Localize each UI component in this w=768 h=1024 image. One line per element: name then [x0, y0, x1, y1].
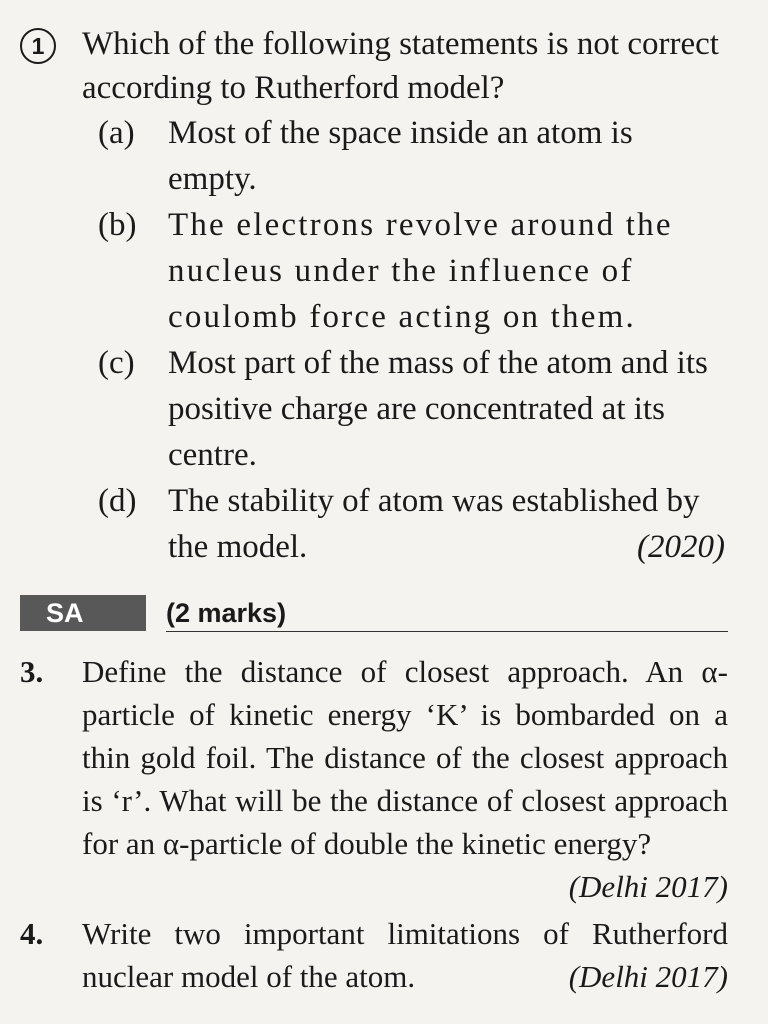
- option-c: [98, 340, 725, 478]
- circled-question-number: 1: [20, 28, 56, 64]
- question-1-text: Which of the following statements is not correct according to Rutherford model?: [82, 26, 719, 106]
- question-4-source: (Delhi 2017): [568, 959, 728, 994]
- option-a-text: Most of the space inside an atom is empty.: [168, 115, 633, 197]
- option-a-label: (a): [98, 115, 135, 151]
- question-3-source: (Delhi 2017): [568, 869, 728, 904]
- question-4: [20, 912, 728, 998]
- section-rule: [166, 631, 728, 632]
- question-1-header: [20, 22, 725, 110]
- question-4-number: 4.: [20, 916, 44, 951]
- question-4-text: Write two important limitations of Rutherford nuclear model of the atom.: [82, 916, 728, 994]
- option-b-label: (b): [98, 207, 137, 243]
- option-d-source: (2020): [637, 529, 725, 565]
- option-d-text: The stability of atom was established by the model.: [168, 483, 700, 565]
- option-d-body: [168, 478, 725, 570]
- question-1: [20, 22, 725, 570]
- question-3-number: 3.: [20, 654, 44, 689]
- option-d-label: (d): [98, 483, 137, 519]
- question-3-text: Define the distance of closest approach. An α-particle of kinetic energy ‘K’ is bombarded on a thin gold foil. The distance of the closest approach is ‘r’. What will be the distance of closest approach for an α-particle of double the kinetic energy?: [82, 654, 728, 861]
- section-tag: SA: [20, 595, 146, 631]
- option-d: [98, 478, 725, 570]
- option-c-label: (c): [98, 345, 135, 381]
- question-3: [20, 650, 728, 908]
- option-b-text: The electrons revolve around the nucleus under the influence of coulomb force acting on them.: [168, 207, 673, 335]
- option-b: [98, 202, 725, 340]
- options-list: [98, 110, 725, 570]
- question-3-body: [82, 650, 728, 908]
- question-4-body: [82, 912, 728, 998]
- option-c-text: Most part of the mass of the atom and its positive charge are concentrated at its centre.: [168, 345, 708, 473]
- section-marks: (2 marks): [166, 597, 287, 628]
- section-header: [20, 594, 728, 632]
- option-a: [98, 110, 725, 202]
